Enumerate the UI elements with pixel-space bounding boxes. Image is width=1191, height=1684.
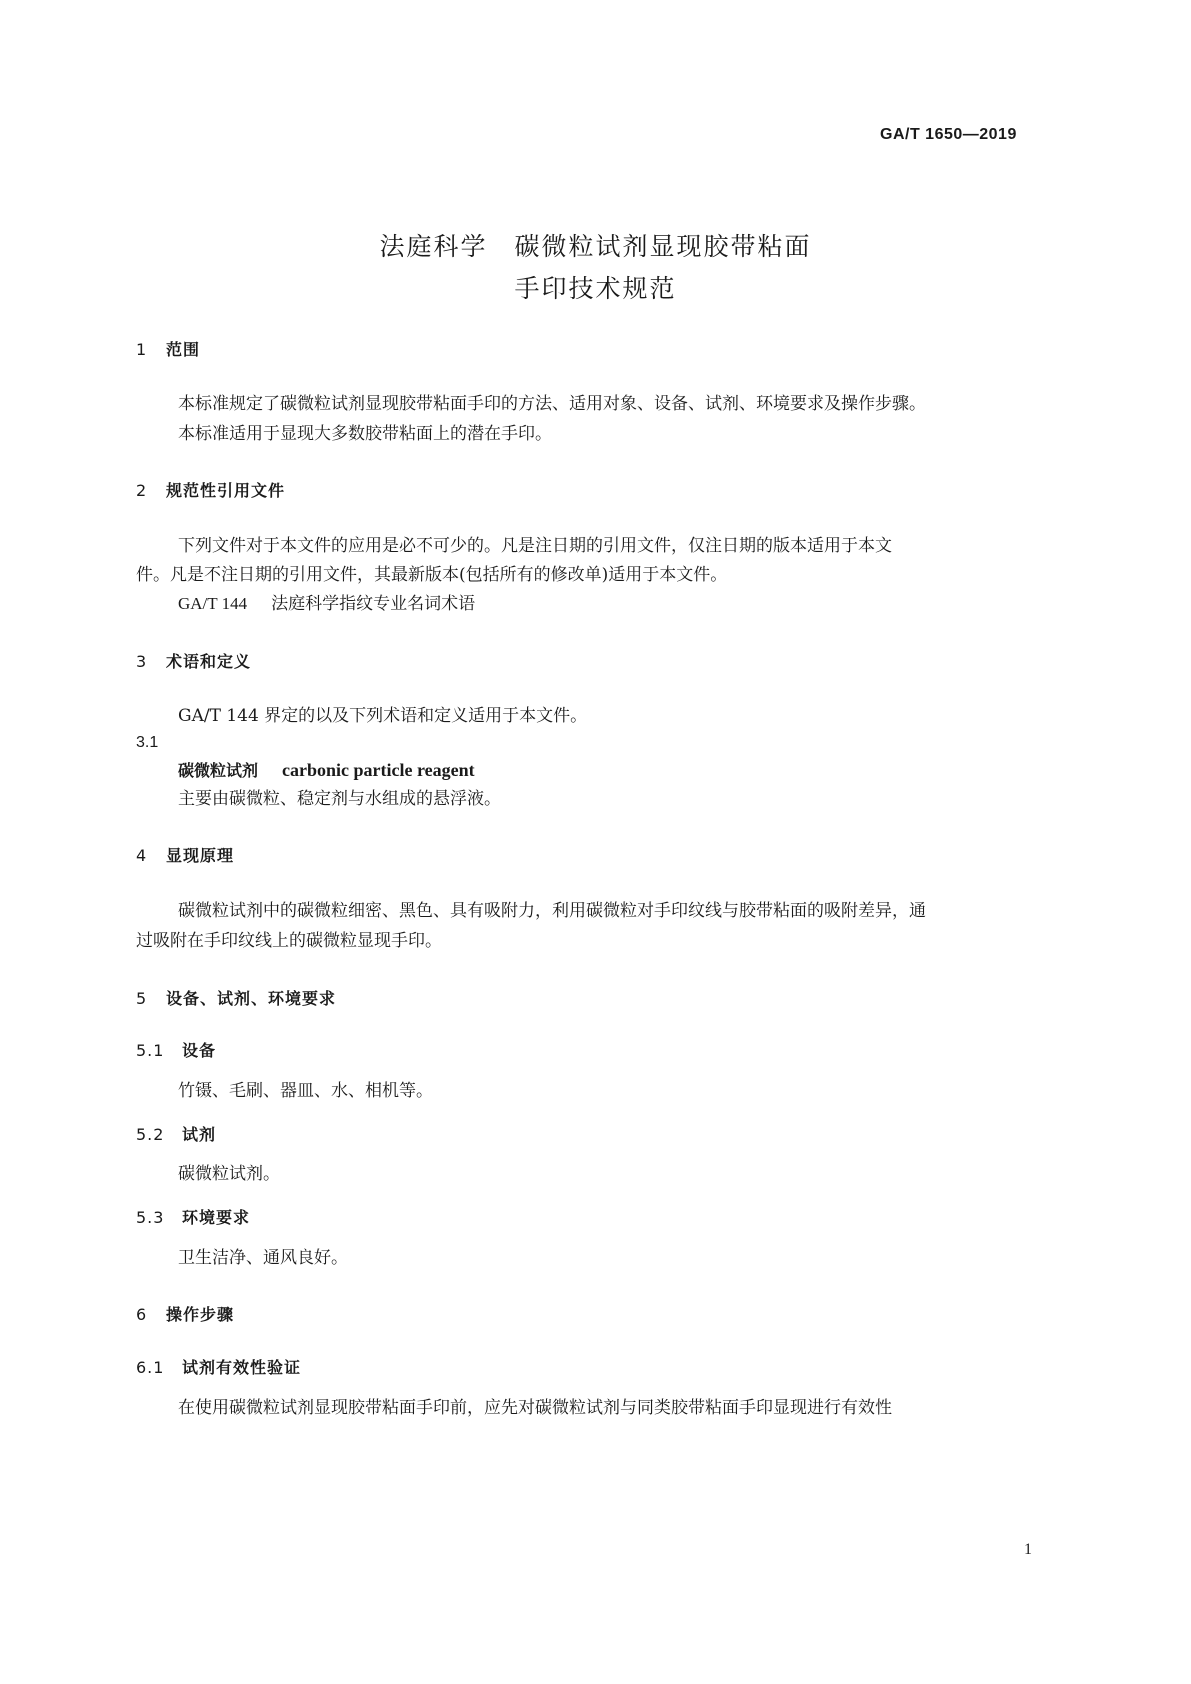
reference-code: GA/T 144 — [178, 594, 248, 613]
term-entry — [178, 758, 475, 781]
section-3-paragraph: GA/T 144 界定的以及下列术语和定义适用于本文件。 — [178, 706, 588, 726]
section-6-heading — [136, 1302, 234, 1325]
section-number: 1 — [136, 340, 148, 359]
term-number: 3.1 — [136, 734, 159, 751]
subsection-number: 5.1 — [136, 1041, 165, 1060]
section-title: 术语和定义 — [166, 652, 252, 671]
section-5-heading — [136, 986, 336, 1009]
section-1-paragraph-1: 本标准规定了碳微粒试剂显现胶带粘面手印的方法、适用对象、设备、试剂、环境要求及操作步骤。 — [178, 394, 926, 414]
section-number: 5 — [136, 989, 148, 1008]
section-5-1-heading — [136, 1038, 216, 1061]
document-title-line2: 手印技术规范 — [514, 274, 677, 303]
subsection-title: 试剂 — [182, 1125, 217, 1144]
section-3-heading — [136, 649, 251, 672]
standard-code: GA/T 1650—2019 — [880, 126, 1017, 143]
section-4-paragraph-line2: 过吸附在手印纹线上的碳微粒显现手印。 — [136, 931, 442, 951]
subsection-title: 试剂有效性验证 — [182, 1358, 302, 1377]
section-5-2-heading — [136, 1122, 216, 1145]
section-1-heading — [136, 337, 200, 360]
term-english: carbonic particle reagent — [282, 760, 475, 780]
section-title: 显现原理 — [166, 846, 235, 865]
section-title: 范围 — [166, 340, 201, 359]
section-title: 规范性引用文件 — [166, 481, 286, 500]
reference-title: 法庭科学指纹专业名词术语 — [271, 594, 476, 614]
section-5-1-text: 竹镊、毛刷、器皿、水、相机等。 — [178, 1081, 433, 1101]
section-number: 3 — [136, 652, 148, 671]
section-1-paragraph-2: 本标准适用于显现大多数胶带粘面上的潜在手印。 — [178, 424, 552, 444]
section-6-1-heading — [136, 1355, 301, 1378]
subsection-number: 5.2 — [136, 1125, 165, 1144]
section-number: 6 — [136, 1305, 148, 1324]
section-title: 设备、试剂、环境要求 — [166, 989, 337, 1008]
section-number: 2 — [136, 481, 148, 500]
subsection-number: 6.1 — [136, 1358, 165, 1377]
section-4-paragraph-line1: 碳微粒试剂中的碳微粒细密、黑色、具有吸附力，利用碳微粒对手印纹线与胶带粘面的吸附差异，通 — [178, 901, 926, 921]
page-number: 1 — [1024, 1541, 1032, 1558]
section-2-heading — [136, 478, 285, 501]
subsection-number: 5.3 — [136, 1208, 165, 1227]
section-2-paragraph-line2: 件。凡是不注日期的引用文件，其最新版本(包括所有的修改单)适用于本文件。 — [136, 565, 728, 585]
term-definition: 主要由碳微粒、稳定剂与水组成的悬浮液。 — [178, 789, 501, 809]
section-6-1-text: 在使用碳微粒试剂显现胶带粘面手印前，应先对碳微粒试剂与同类胶带粘面手印显现进行有效性 — [178, 1398, 892, 1418]
section-2-paragraph-line1: 下列文件对于本文件的应用是必不可少的。凡是注日期的引用文件，仅注日期的版本适用于本文 — [178, 536, 892, 556]
section-5-3-heading — [136, 1205, 250, 1228]
subsection-title: 设备 — [182, 1041, 217, 1060]
section-number: 4 — [136, 846, 148, 865]
section-5-3-text: 卫生洁净、通风良好。 — [178, 1248, 348, 1268]
term-chinese: 碳微粒试剂 — [178, 761, 259, 780]
normative-reference — [178, 589, 475, 619]
subsection-title: 环境要求 — [182, 1208, 251, 1227]
section-title: 操作步骤 — [166, 1305, 235, 1324]
document-title-line1: 法庭科学 碳微粒试剂显现胶带粘面 — [379, 232, 812, 261]
section-4-heading — [136, 843, 234, 866]
section-5-2-text: 碳微粒试剂。 — [178, 1164, 280, 1184]
